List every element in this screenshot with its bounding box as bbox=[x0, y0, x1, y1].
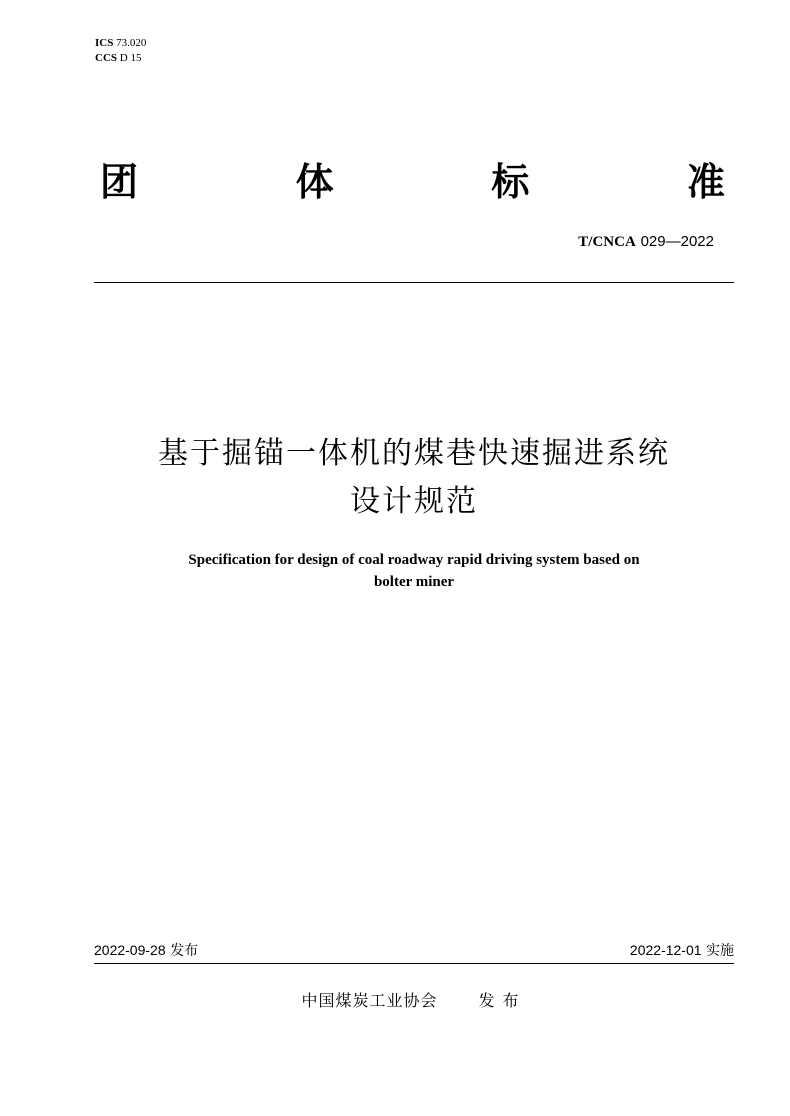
publisher-organization: 中国煤炭工业协会 bbox=[301, 991, 438, 1010]
english-title-line-2: bolter miner bbox=[373, 574, 455, 590]
standard-type-char: 标 bbox=[491, 160, 530, 204]
chinese-title-line-2: 设计规范 bbox=[350, 484, 478, 519]
publisher-line bbox=[94, 988, 734, 1011]
ccs-value: D 15 bbox=[119, 52, 142, 64]
publisher-action: 发布 bbox=[478, 991, 527, 1010]
ccs-code-row bbox=[95, 51, 146, 66]
ics-value: 73.020 bbox=[116, 37, 147, 49]
bottom-divider bbox=[94, 963, 734, 964]
issue-date-value: 2022-09-28 bbox=[94, 942, 166, 958]
classification-codes bbox=[95, 36, 146, 66]
standard-type-char: 团 bbox=[100, 160, 139, 204]
standard-type-char: 准 bbox=[686, 160, 725, 204]
standard-number-prefix: T/CNCA bbox=[578, 234, 636, 250]
standard-type-char: 体 bbox=[295, 160, 334, 204]
ics-code-row bbox=[95, 36, 146, 51]
standard-number bbox=[578, 232, 714, 251]
ics-label: ICS bbox=[95, 37, 114, 49]
effective-date bbox=[630, 940, 734, 960]
issue-date-label: 发布 bbox=[170, 943, 199, 959]
top-divider bbox=[94, 282, 734, 283]
effective-date-value: 2022-12-01 bbox=[629, 942, 702, 958]
english-title bbox=[94, 549, 734, 593]
standard-type-heading bbox=[100, 158, 725, 206]
chinese-title bbox=[94, 430, 734, 526]
standard-number-value: 029—2022 bbox=[640, 233, 714, 250]
effective-date-label: 实施 bbox=[706, 943, 734, 959]
english-title-line-1: Specification for design of coal roadway rapid driving system based on bbox=[188, 552, 640, 568]
issue-date bbox=[94, 940, 198, 960]
chinese-title-line-1: 基于掘锚一体机的煤巷快速掘进系统 bbox=[158, 436, 670, 471]
ccs-label: CCS bbox=[95, 52, 118, 64]
